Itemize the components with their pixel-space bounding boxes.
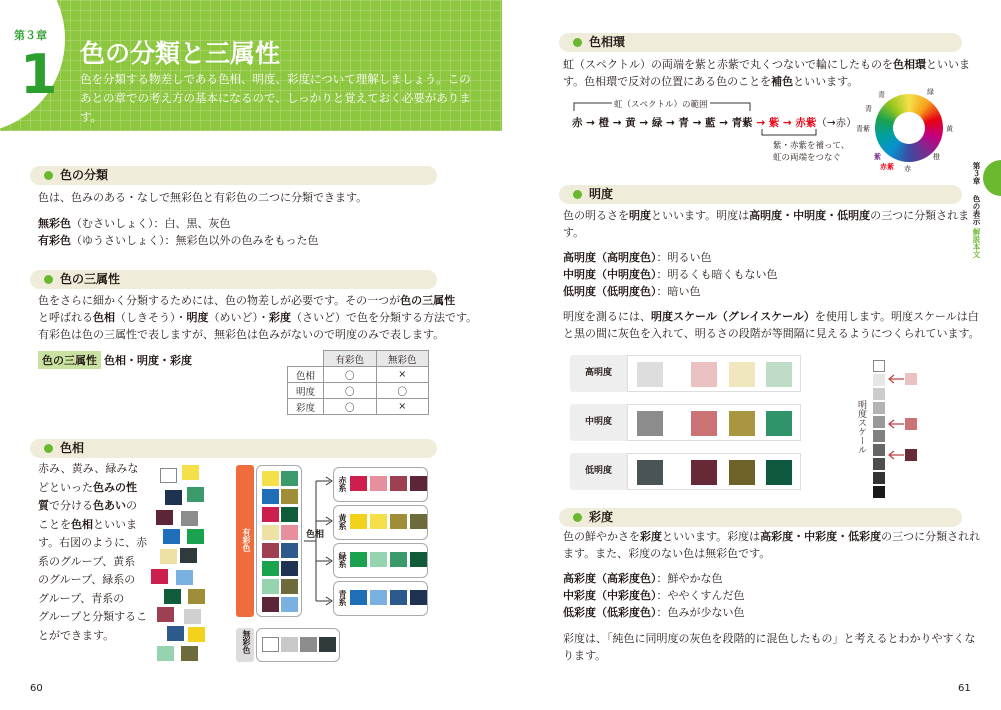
swatch — [300, 637, 317, 652]
swatch — [281, 525, 298, 540]
swatch — [262, 489, 279, 504]
swatch — [319, 637, 336, 652]
swatch — [766, 411, 792, 436]
wheel-label: 紫 — [874, 153, 881, 161]
swatch — [262, 579, 279, 594]
swatch — [176, 570, 193, 585]
chromatic-group — [256, 465, 302, 617]
swatch — [390, 590, 407, 605]
hue-bracket-arrows — [302, 465, 334, 617]
scale-swatch-high — [905, 373, 917, 385]
saturation-text-3: 彩度は、「純色に同明度の灰色を段階的に混色したもの」と考えるとわかりやすくな — [563, 632, 976, 645]
group-label-red: 赤系 — [338, 476, 347, 492]
swatch — [187, 487, 204, 502]
def-mid-saturation: 中彩度（中彩度色）：ややくすんだ色 — [563, 589, 745, 602]
wheel-label: 青紫 — [856, 125, 870, 133]
swatch — [184, 609, 201, 624]
wheel-label: 青 — [865, 105, 872, 113]
table-cell: 色相 — [288, 367, 324, 383]
swatch — [637, 411, 663, 436]
swatch — [350, 514, 367, 529]
classification-text: 色は、色みのある・なしで無彩色と有彩色の二つに分類できます。 — [38, 191, 368, 204]
saturation-text-4: ります。 — [563, 649, 607, 662]
rainbow-range-label: 虹（スペクトル）の範囲 — [614, 100, 708, 110]
swatch — [262, 507, 279, 522]
saturation-text-2: ます。また、彩度のない色は無彩色です。 — [563, 547, 771, 560]
panel-high-lightness — [570, 355, 801, 392]
section-heading-three-attributes: 色の三属性 — [30, 270, 437, 289]
swatch — [281, 637, 298, 652]
swatch — [637, 362, 663, 387]
swatch — [281, 579, 298, 594]
swatch — [181, 646, 198, 661]
hue-circle-text-2: す。色相環で反対の位置にある色のことを補色といいます。 — [563, 75, 859, 88]
hue-line: す。右図のように、赤 — [38, 536, 148, 549]
panel-swatches — [627, 453, 801, 490]
lightness-text-3: 明度を測るには、明度スケール（グレイスケール）を使用します。明度スケールは白 — [563, 310, 979, 323]
def-high-lightness: 高明度（高明度色）：明るい色 — [563, 251, 712, 264]
hue-arrow-label: 色相 — [306, 530, 325, 540]
chapter-label: 第３章 — [14, 29, 47, 42]
table-cell: 明度 — [288, 383, 324, 399]
swatch — [160, 468, 177, 483]
swatch — [637, 460, 663, 485]
table-cell: 〇 — [324, 367, 377, 383]
swatch — [370, 590, 387, 605]
section-heading-saturation: 彩度 — [559, 508, 962, 527]
scale-arrows — [886, 372, 906, 462]
swatch — [188, 627, 205, 642]
swatch — [350, 476, 367, 491]
scale-step — [873, 458, 885, 470]
wheel-label: 橙 — [933, 153, 940, 161]
table-row — [288, 399, 429, 415]
table-row — [288, 367, 429, 383]
table-header-row — [288, 351, 429, 367]
swatch — [281, 543, 298, 558]
wheel-label: 赤紫 — [880, 163, 894, 171]
scale-step — [873, 444, 885, 456]
hue-line: のグループ、緑系の — [38, 573, 136, 586]
chapter-side-tab[interactable] — [983, 160, 1001, 196]
chapter-number: 1 — [20, 43, 58, 106]
attr-text-3: 有彩色は色の三属性で表しますが、無彩色は色みがないので明度のみで表します。 — [38, 328, 445, 341]
swatch — [160, 549, 177, 564]
section-heading-hue-circle: 色相環 — [559, 33, 962, 52]
attr-text-2: と呼ばれる色相（しきそう）・明度（めいど）・彩度（さいど）で色を分類する方法です。 — [38, 311, 478, 324]
panel-label: 中明度 — [584, 417, 612, 427]
swatch — [766, 362, 792, 387]
scale-step — [873, 388, 885, 400]
scale-step — [873, 402, 885, 414]
panel-label: 低明度 — [584, 466, 612, 476]
table-cell: × — [376, 399, 429, 415]
swatch — [167, 626, 184, 641]
table-header: 無彩色 — [376, 351, 429, 367]
swatch — [157, 607, 174, 622]
scale-step — [873, 430, 885, 442]
def-chromatic: 有彩色（ゆうさいしょく）：無彩色以外の色みをもった色 — [38, 234, 319, 247]
table-cell: × — [376, 367, 429, 383]
swatch — [165, 490, 182, 505]
wheel-label: 緑 — [927, 88, 934, 96]
swatch — [350, 552, 367, 567]
swatch — [410, 476, 427, 491]
scale-step — [873, 416, 885, 428]
panel-swatches — [627, 355, 801, 392]
page-number-left: 60 — [30, 683, 43, 694]
panel-mid-lightness — [570, 404, 801, 441]
swatch — [370, 514, 387, 529]
attr-tag-value: 色相・明度・彩度 — [104, 354, 192, 367]
chapter-title: 色の分類と三属性 — [80, 39, 281, 68]
group-label-blue: 青系 — [338, 590, 347, 606]
table-cell: 彩度 — [288, 399, 324, 415]
swatch — [262, 543, 279, 558]
swatch — [370, 476, 387, 491]
scale-label: 明度スケール — [856, 400, 866, 454]
table-cell: 〇 — [324, 399, 377, 415]
scale-step — [873, 360, 885, 372]
swatch — [157, 646, 174, 661]
swatch — [262, 597, 279, 612]
section-heading-classification: 色の分類 — [30, 166, 437, 185]
hue-line: 質で分ける色あいの — [38, 499, 137, 512]
hue-line: 赤み、黄み、緑みな — [38, 462, 139, 475]
swatch — [262, 561, 279, 576]
scale-swatch-low — [905, 449, 917, 461]
swatch — [262, 471, 279, 486]
table-cell: 〇 — [324, 383, 377, 399]
def-mid-lightness: 中明度（中明度色）：明るくも暗くもない色 — [563, 268, 778, 281]
swatch — [262, 525, 279, 540]
hue-line: グループ、青系の — [38, 591, 125, 605]
swatch — [181, 511, 198, 526]
saturation-text-1: 色の鮮やかさを彩度といいます。彩度は高彩度・中彩度・低彩度の三つに分類されれ — [563, 530, 981, 543]
rainbow-sequence: 赤 → 橙 → 黄 → 緑 → 青 → 藍 → 青紫 → 紫 → 赤紫（→赤） — [572, 117, 857, 129]
scale-step — [873, 486, 885, 498]
swatch — [370, 552, 387, 567]
swatch — [164, 589, 181, 604]
scale-swatch-mid — [905, 418, 917, 430]
swatch — [390, 552, 407, 567]
swatch — [163, 529, 180, 544]
scale-step — [873, 472, 885, 484]
hue-line: ことを色相といいま — [38, 517, 137, 531]
attribute-table — [287, 350, 429, 415]
group-label-yellow: 黄系 — [338, 514, 347, 530]
rainbow-note: 紫・赤紫を補って、 虹の両端をつなぐ — [773, 141, 850, 163]
swatch — [729, 411, 755, 436]
wheel-label: 赤 — [904, 165, 911, 173]
hue-line: 系のグループ、黄系 — [38, 554, 136, 568]
def-achromatic: 無彩色（むさいしょく）：白、黒、灰色 — [38, 217, 231, 230]
swatch — [281, 507, 298, 522]
hue-line: どといった色みの性 — [38, 480, 137, 494]
lightness-text-1: 色の明るさを明度といいます。明度は高明度・中明度・低明度の三つに分類されま — [563, 209, 970, 222]
swatch — [691, 362, 717, 387]
swatch — [182, 465, 199, 480]
group-label-green: 緑系 — [338, 552, 347, 568]
panel-low-lightness — [570, 453, 801, 490]
swatch — [188, 589, 205, 604]
lightness-text-2: す。 — [563, 226, 585, 239]
purple-bracket — [760, 127, 820, 141]
chapter-intro: 色を分類する物差しである色相、明度、彩度について理解しましょう。このあとの章での考え方の基本になるので、しっかりと覚えておく必要があります。 — [80, 72, 471, 124]
wheel-label: 黄 — [946, 125, 953, 133]
side-tab-title: 色の表示 — [972, 195, 981, 225]
swatch — [281, 561, 298, 576]
swatch — [262, 637, 279, 652]
side-tab-sub: 解説本文 — [972, 228, 981, 258]
section-heading-hue: 色相 — [30, 439, 437, 458]
swatch — [729, 460, 755, 485]
chromatic-label: 有彩色 — [242, 528, 251, 552]
swatch — [281, 597, 298, 612]
swatch — [729, 362, 755, 387]
swatch — [180, 548, 197, 563]
hue-line: とができます。 — [38, 628, 115, 642]
def-low-saturation: 低彩度（低彩度色）：色みが少ない色 — [563, 606, 745, 619]
table-row — [288, 383, 429, 399]
swatch — [151, 569, 168, 584]
table-cell: 〇 — [376, 383, 429, 399]
hue-wheel-center — [893, 112, 925, 144]
swatch — [187, 529, 204, 544]
swatch — [691, 460, 717, 485]
def-high-saturation: 高彩度（高彩度色）：鮮やかな色 — [563, 572, 723, 585]
swatch — [691, 411, 717, 436]
def-low-lightness: 低明度（低明度色）：暗い色 — [563, 285, 701, 298]
panel-swatches — [627, 404, 801, 441]
swatch — [410, 514, 427, 529]
swatch — [410, 590, 427, 605]
table-header: 有彩色 — [324, 351, 377, 367]
swatch — [390, 514, 407, 529]
table-cell — [288, 351, 324, 367]
hue-circle-text-1: 虹（スペクトル）の両端を紫と赤紫で丸くつないで輪にしたものを色相環といいま — [563, 58, 970, 71]
swatch — [350, 590, 367, 605]
swatch — [410, 552, 427, 567]
swatch — [766, 460, 792, 485]
attr-tag: 色の三属性 — [38, 351, 101, 369]
side-tab-chapter: 第３章 — [972, 162, 981, 185]
swatch — [390, 476, 407, 491]
page-number-right: 61 — [958, 683, 971, 694]
swatch — [156, 510, 173, 525]
swatch — [281, 489, 298, 504]
section-heading-lightness: 明度 — [559, 185, 962, 204]
scale-step — [873, 374, 885, 386]
attr-text-1: 色をさらに細かく分類するためには、色の物差しが必要です。その一つが色の三属性 — [38, 294, 456, 307]
panel-label: 高明度 — [584, 368, 612, 378]
lightness-text-4: と黒の間に灰色を入れて、明るさの段階が等間隔に見えるようにつくられています。 — [563, 327, 980, 340]
swatch — [281, 471, 298, 486]
achromatic-label: 無彩色 — [242, 630, 251, 654]
hue-line: グループと分類するこ — [38, 610, 148, 623]
wheel-label: 青 — [878, 91, 885, 99]
hue-paragraph — [38, 460, 148, 645]
